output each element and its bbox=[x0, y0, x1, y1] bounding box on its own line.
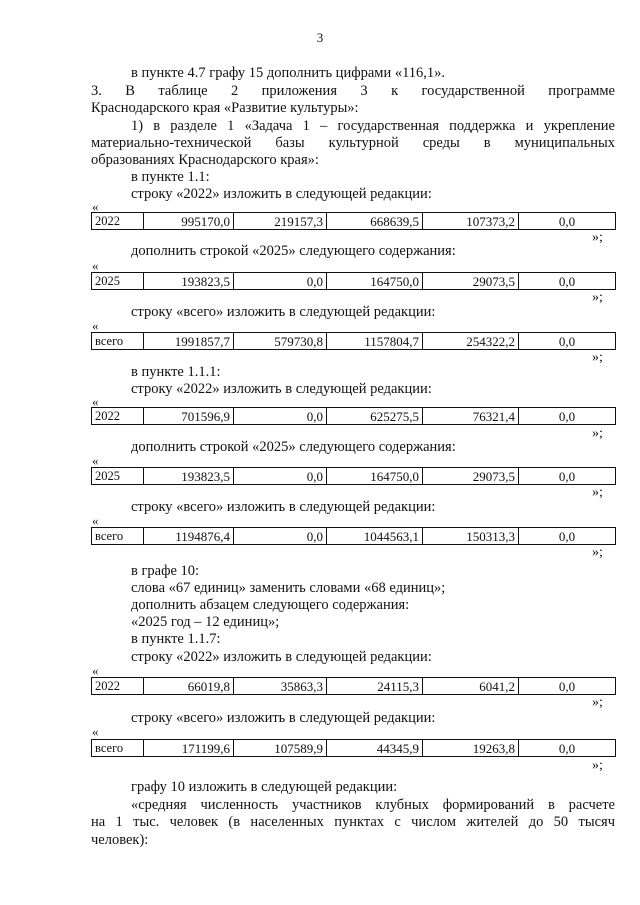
paragraph-text: дополнить строкой «2025» следующего содержания: bbox=[131, 243, 456, 259]
close-quote: »; bbox=[592, 695, 603, 710]
table-cell: 2022 bbox=[92, 408, 144, 425]
close-quote: »; bbox=[592, 426, 603, 441]
table-cell: 1194876,4 bbox=[144, 528, 234, 545]
paragraph-text: строку «всего» изложить в следующей редакции: bbox=[131, 710, 436, 726]
table-row bbox=[91, 407, 616, 425]
table-cell: 29073,5 bbox=[423, 273, 519, 290]
table-cell: 1044563,1 bbox=[327, 528, 423, 545]
close-quote: »; bbox=[592, 290, 603, 305]
table-row bbox=[91, 677, 616, 695]
table-row bbox=[91, 527, 616, 545]
table-cell: 164750,0 bbox=[327, 273, 423, 290]
table-cell: 668639,5 bbox=[327, 213, 423, 230]
table-cell: 0,0 bbox=[519, 678, 616, 695]
close-quote: »; bbox=[592, 545, 603, 560]
table-cell: 0,0 bbox=[234, 528, 327, 545]
close-quote: »; bbox=[592, 230, 603, 245]
paragraph-text: графу 10 изложить в следующей редакции: bbox=[131, 779, 398, 795]
page-number: 3 bbox=[316, 30, 324, 45]
table-row bbox=[91, 272, 616, 290]
paragraph-text: «средняя численность участников клубных формирований в расчете bbox=[131, 797, 615, 813]
open-quote: « bbox=[92, 724, 99, 739]
paragraph-text: строку «2022» изложить в следующей редакции: bbox=[131, 186, 432, 202]
paragraph-text: Краснодарского края «Развитие культуры»: bbox=[91, 100, 359, 116]
open-quote: « bbox=[92, 199, 99, 214]
table-cell: 107373,2 bbox=[423, 213, 519, 230]
table-cell: 19263,8 bbox=[423, 740, 519, 757]
table-row bbox=[91, 332, 616, 350]
paragraph-text: строку «2022» изложить в следующей редакции: bbox=[131, 649, 432, 665]
paragraph-text: на 1 тыс. человек (в населенных пунктах с числом жителей до 50 тысяч bbox=[91, 814, 615, 830]
paragraph-text: строку «всего» изложить в следующей редакции: bbox=[131, 499, 436, 515]
table-cell: 2022 bbox=[92, 678, 144, 695]
table-cell: 1991857,7 bbox=[144, 333, 234, 350]
close-quote: »; bbox=[592, 758, 603, 773]
table-cell: 0,0 bbox=[519, 740, 616, 757]
table-cell: 76321,4 bbox=[423, 408, 519, 425]
table-cell: 0,0 bbox=[519, 408, 616, 425]
table-cell: 35863,3 bbox=[234, 678, 327, 695]
table-cell: всего bbox=[92, 333, 144, 350]
table-cell: 2022 bbox=[92, 213, 144, 230]
paragraph-text: «2025 год – 12 единиц»; bbox=[131, 614, 280, 630]
open-quote: « bbox=[92, 663, 99, 678]
close-quote: »; bbox=[592, 350, 603, 365]
paragraph-text: в пункте 1.1.7: bbox=[131, 631, 221, 647]
open-quote: « bbox=[92, 453, 99, 468]
table-cell: 2025 bbox=[92, 273, 144, 290]
table-cell: 24115,3 bbox=[327, 678, 423, 695]
table-cell: 193823,5 bbox=[144, 468, 234, 485]
table-cell: 1157804,7 bbox=[327, 333, 423, 350]
paragraph-text: дополнить абзацем следующего содержания: bbox=[131, 597, 410, 613]
table-cell: 579730,8 bbox=[234, 333, 327, 350]
table-cell: 150313,3 bbox=[423, 528, 519, 545]
paragraph-text: в пункте 1.1.1: bbox=[131, 364, 221, 380]
table-row bbox=[91, 212, 616, 230]
table-cell: 0,0 bbox=[234, 468, 327, 485]
table-cell: 29073,5 bbox=[423, 468, 519, 485]
paragraph-text: слова «67 единиц» заменить словами «68 единиц»; bbox=[131, 580, 446, 596]
paragraph-text: строку «всего» изложить в следующей редакции: bbox=[131, 304, 436, 320]
table-cell: 6041,2 bbox=[423, 678, 519, 695]
table-cell: 44345,9 bbox=[327, 740, 423, 757]
table-cell: всего bbox=[92, 528, 144, 545]
table-cell: 995170,0 bbox=[144, 213, 234, 230]
table-cell: 0,0 bbox=[519, 273, 616, 290]
table-cell: 625275,5 bbox=[327, 408, 423, 425]
paragraph-text: 3. В таблице 2 приложения 3 к государственной программе bbox=[91, 83, 615, 99]
table-cell: 0,0 bbox=[234, 408, 327, 425]
paragraph-text: материально-технической базы культурной среды в муниципальных bbox=[91, 135, 615, 151]
open-quote: « bbox=[92, 513, 99, 528]
paragraph-text: в пункте 1.1: bbox=[131, 169, 210, 185]
open-quote: « bbox=[92, 258, 99, 273]
table-cell: 66019,8 bbox=[144, 678, 234, 695]
open-quote: « bbox=[92, 394, 99, 409]
table-cell: 193823,5 bbox=[144, 273, 234, 290]
table-cell: 2025 bbox=[92, 468, 144, 485]
paragraph-text: строку «2022» изложить в следующей редакции: bbox=[131, 381, 432, 397]
table-cell: 164750,0 bbox=[327, 468, 423, 485]
table-cell: 0,0 bbox=[519, 333, 616, 350]
paragraph-text: образованиях Краснодарского края»: bbox=[91, 152, 319, 168]
close-quote: »; bbox=[592, 485, 603, 500]
table-row bbox=[91, 467, 616, 485]
table-row bbox=[91, 739, 616, 757]
table-cell: 171199,6 bbox=[144, 740, 234, 757]
open-quote: « bbox=[92, 318, 99, 333]
table-cell: всего bbox=[92, 740, 144, 757]
table-cell: 0,0 bbox=[519, 213, 616, 230]
table-cell: 0,0 bbox=[234, 273, 327, 290]
table-cell: 254322,2 bbox=[423, 333, 519, 350]
paragraph-text: 1) в разделе 1 «Задача 1 – государственная поддержка и укрепление bbox=[131, 118, 615, 134]
table-cell: 219157,3 bbox=[234, 213, 327, 230]
paragraph-text: в графе 10: bbox=[131, 563, 200, 579]
table-cell: 107589,9 bbox=[234, 740, 327, 757]
paragraph-text: дополнить строкой «2025» следующего содержания: bbox=[131, 439, 456, 455]
table-cell: 0,0 bbox=[519, 468, 616, 485]
table-cell: 0,0 bbox=[519, 528, 616, 545]
paragraph-text: человек): bbox=[91, 832, 149, 848]
table-cell: 701596,9 bbox=[144, 408, 234, 425]
paragraph-text: в пункте 4.7 графу 15 дополнить цифрами «116,1». bbox=[131, 65, 446, 81]
